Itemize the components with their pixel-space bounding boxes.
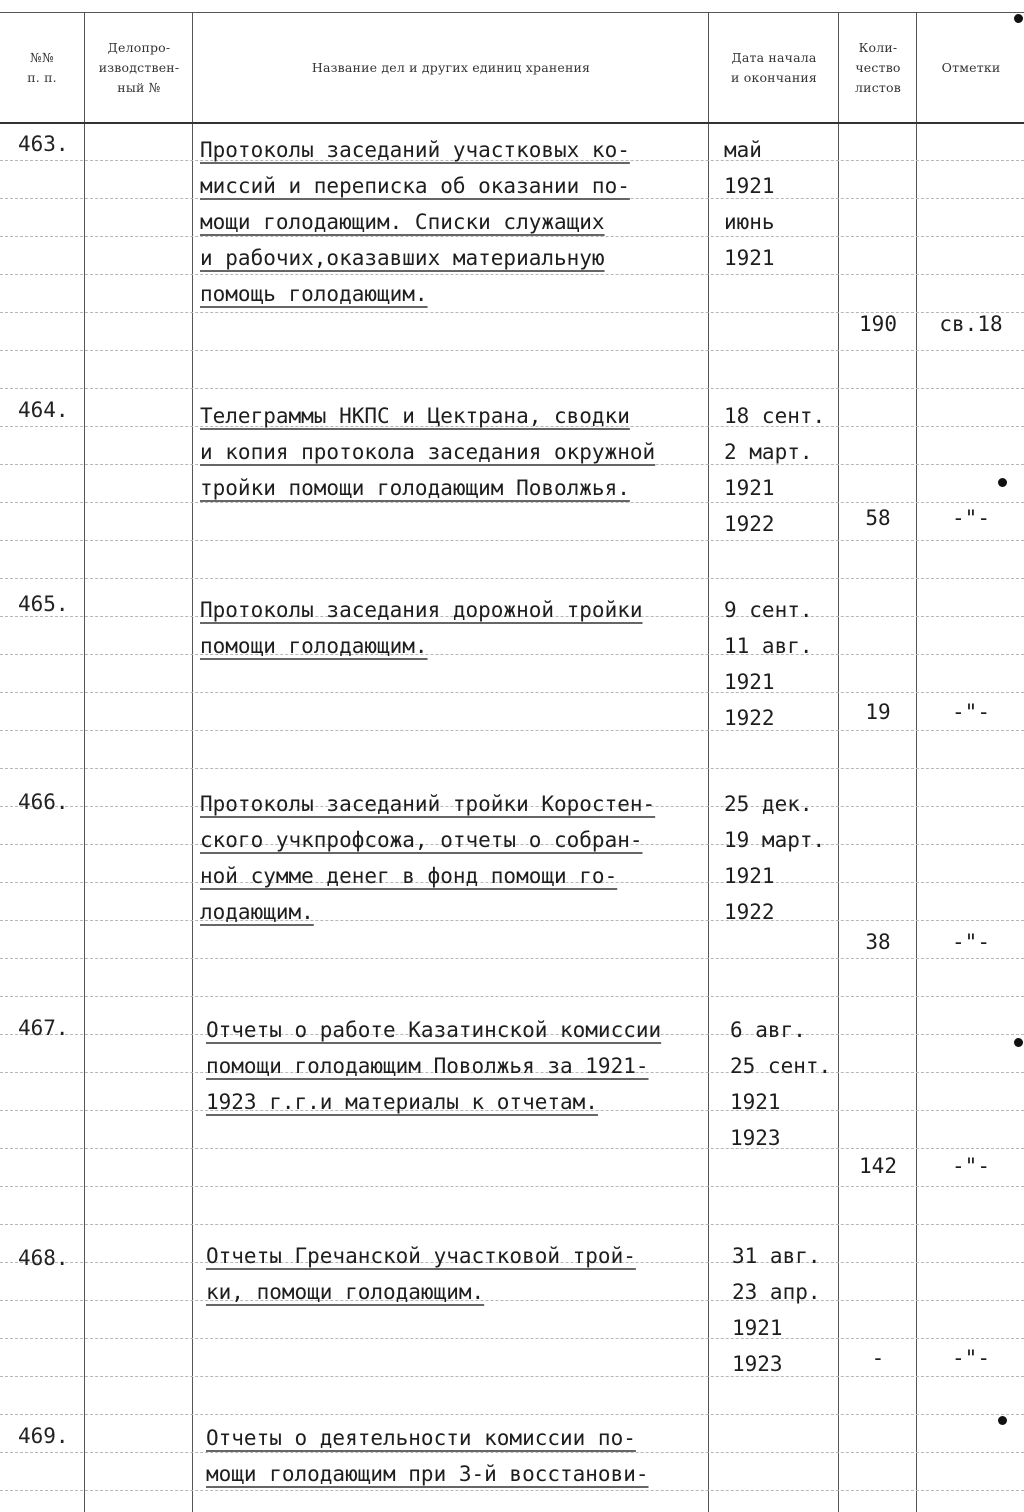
entry-title: Протоколы заседаний тройки Коростен- ского учкпрофсожа, отчеты о собран- ной сумме денег в фонд помощи го- лодающим. xyxy=(200,792,656,924)
ruled-line xyxy=(0,692,1024,693)
header-title: Название дел и других единиц хранения xyxy=(311,60,591,75)
ruled-line xyxy=(0,1376,1024,1377)
entry-title: Отчеты о работе Казатинской комиссии помощи голодающим Поволжья за 1921- 1923 г.г.и материалы к отчетам. xyxy=(206,1018,662,1114)
ruled-line xyxy=(0,1224,1024,1225)
ink-speck xyxy=(998,478,1007,487)
ruled-line xyxy=(0,1414,1024,1415)
entry-number: 468. xyxy=(18,1246,69,1270)
entry-sheet-count: - xyxy=(871,1346,885,1370)
ruled-line xyxy=(0,768,1024,769)
entry-title: Отчеты Гречанской участковой трой- ки, помощи голодающим. xyxy=(206,1244,636,1304)
entry-notes: -"- xyxy=(952,930,990,954)
column-divider xyxy=(192,12,193,1512)
entry-sheet-count: 19 xyxy=(865,700,891,724)
entry-sheet-count: 190 xyxy=(859,312,897,336)
entry-number: 467. xyxy=(18,1016,69,1040)
header-sheet-count: Коли- чество листов xyxy=(855,40,901,95)
ruled-line xyxy=(0,730,1024,731)
ink-speck xyxy=(998,1416,1007,1425)
ruled-line xyxy=(0,958,1024,959)
entry-sheet-count: 38 xyxy=(865,930,891,954)
entry-sheet-count: 58 xyxy=(865,506,891,530)
header-bottom-rule xyxy=(0,122,1024,124)
entry-sheet-count: 142 xyxy=(859,1154,897,1178)
ruled-line xyxy=(0,540,1024,541)
entry-notes: -"- xyxy=(952,700,990,724)
header-number: №№ п. п. xyxy=(27,50,57,85)
header-office-number: Делопро- изводствен- ный № xyxy=(98,40,180,95)
entry-dates: 31 авг. 23 апр. 1921 1923 xyxy=(732,1244,821,1376)
entry-dates: 25 дек. 19 март. 1921 1922 xyxy=(724,792,826,924)
entry-number: 465. xyxy=(18,592,69,616)
ink-speck xyxy=(1014,14,1023,23)
header-top-rule xyxy=(0,12,1024,13)
entry-title: Протоколы заседаний участковых ко- миссий и переписка об оказании по- мощи голодающим. Списки служащих и рабочих,оказавших материальную помощь голодающим. xyxy=(200,138,630,306)
entry-number: 466. xyxy=(18,790,69,814)
ruled-line xyxy=(0,388,1024,389)
entry-notes: -"- xyxy=(952,506,990,530)
entry-dates: 18 сент. 2 март. 1921 1922 xyxy=(724,404,826,536)
entry-dates: 6 авг. 25 сент. 1921 1923 xyxy=(730,1018,832,1150)
entry-dates: 9 сент. 11 авг. 1921 1922 xyxy=(724,598,813,730)
entry-dates: май 1921 июнь 1921 xyxy=(724,138,775,270)
ruled-line xyxy=(0,1338,1024,1339)
ruled-line xyxy=(0,1186,1024,1187)
entry-title: Телеграммы НКПС и Цектрана, сводки и копия протокола заседания окружной тройки помощи голодающим Поволжья. xyxy=(200,404,656,500)
column-divider xyxy=(916,12,917,1512)
ruled-line xyxy=(0,578,1024,579)
entry-title: Отчеты о деятельности комиссии по- мощи голодающим при 3-й восстанови- xyxy=(206,1426,649,1486)
entry-number: 469. xyxy=(18,1424,69,1448)
entry-notes: св.18 xyxy=(939,312,1003,336)
column-divider xyxy=(84,12,85,1512)
entry-notes: -"- xyxy=(952,1154,990,1178)
ruled-line xyxy=(0,350,1024,351)
ruled-line xyxy=(0,996,1024,997)
entry-number: 463. xyxy=(18,132,69,156)
entry-number: 464. xyxy=(18,398,69,422)
ruled-line xyxy=(0,1148,1024,1149)
entry-title: Протоколы заседания дорожной тройки помощи голодающим. xyxy=(200,598,643,658)
header-notes: Отметки xyxy=(941,60,1001,75)
ink-speck xyxy=(1014,1038,1023,1047)
entry-notes: -"- xyxy=(952,1346,990,1370)
header-dates: Дата начала и окончания xyxy=(731,50,817,85)
